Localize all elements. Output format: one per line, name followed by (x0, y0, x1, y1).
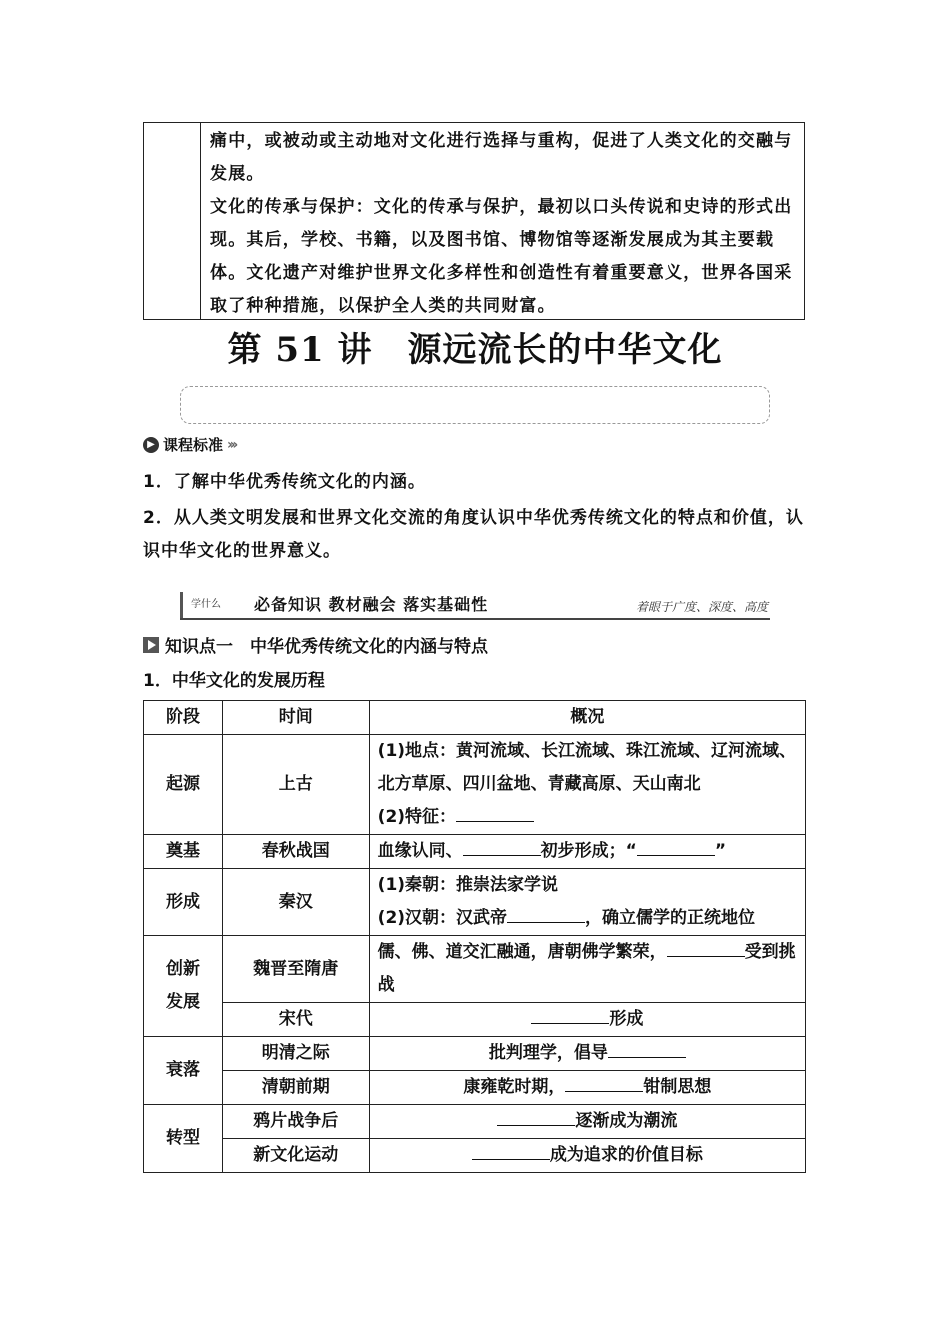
overview-cell: 康雍乾时期， 钳制思想 (369, 1071, 805, 1105)
time-cell: 春秋战国 (222, 835, 369, 869)
overview-cell: 成为追求的价值目标 (369, 1139, 805, 1173)
fill-blank[interactable] (463, 835, 541, 856)
stage-cell: 奠基 (144, 835, 223, 869)
arrow-circle-icon: ▶ (143, 437, 159, 453)
time-cell: 秦汉 (222, 869, 369, 936)
continuation-text (210, 125, 802, 323)
double-chevron-icon: ››› (227, 436, 236, 453)
fill-blank[interactable] (565, 1071, 643, 1092)
stage-cell: 创新发展 (144, 936, 223, 1037)
stage-cell: 形成 (144, 869, 223, 936)
table-row (144, 869, 806, 936)
table-row (144, 936, 806, 1003)
overview-cell: 血缘认同、 初步形成；“ ” (369, 835, 805, 869)
time-cell: 上古 (222, 735, 369, 835)
dashed-box (180, 386, 770, 424)
history-table (143, 700, 806, 1173)
header-stage: 阶段 (144, 701, 223, 735)
table-row (144, 1037, 806, 1071)
fill-blank[interactable] (497, 1105, 575, 1126)
banner-tagline: 着眼于广度、深度、高度 (635, 600, 768, 614)
formation-han: (2)汉朝：汉武帝 ，确立儒学的正统地位 (378, 902, 797, 935)
table-header-row (144, 701, 806, 735)
table-row (144, 835, 806, 869)
overview-cell: 批判理学，倡导 (369, 1037, 805, 1071)
continuation-table (143, 122, 805, 320)
fill-blank[interactable] (608, 1037, 686, 1058)
time-cell: 宋代 (222, 1003, 369, 1037)
banner-title: 必备知识 教材融会 落实基础性 (254, 595, 489, 614)
stage-cell: 起源 (144, 735, 223, 835)
banner-logo: 学什么 (180, 592, 231, 618)
table-row (144, 735, 806, 835)
knowledge-point-label: 知识点一 中华优秀传统文化的内涵与特点 (165, 637, 488, 657)
standard-item-2: 2．从人类文明发展和世界文化交流的角度认识中华优秀传统文化的特点和价值，认识中华文化的世界意义。 (143, 508, 804, 561)
course-standard-heading (143, 434, 235, 455)
fill-blank[interactable] (456, 801, 534, 822)
origin-feature: (2)特征： (378, 801, 797, 834)
time-cell: 新文化运动 (222, 1139, 369, 1173)
continuation-para-2: 文化的传承与保护：文化的传承与保护，最初以口头传说和史诗的形式出现。其后，学校、书籍，以及图书馆、博物馆等逐渐发展成为其主要载体。文化遗产对维护世界文化多样性和创造性有着重要意义，世界各国采取了种种措施，以保护全人类的共同财富。 (210, 197, 793, 316)
overview-cell (369, 869, 805, 936)
overview-cell (369, 735, 805, 835)
stage-cell: 转型 (144, 1105, 223, 1173)
time-cell: 魏晋至隋唐 (222, 936, 369, 1003)
table-row (144, 1139, 806, 1173)
time-cell: 明清之际 (222, 1037, 369, 1071)
section-banner (180, 592, 770, 620)
lesson-title: 第 51 讲 源远流长的中华文化 (227, 330, 723, 370)
formation-qin: (1)秦朝：推崇法家学说 (377, 875, 559, 895)
stage-cell: 衰落 (144, 1037, 223, 1105)
fill-blank[interactable] (507, 902, 585, 923)
fill-blank[interactable] (637, 835, 715, 856)
play-square-icon (143, 637, 159, 653)
course-standard-label: 课程标准 (163, 436, 224, 454)
fill-blank[interactable] (667, 936, 745, 957)
header-time: 时间 (222, 701, 369, 735)
subheading: 1．中华文化的发展历程 (143, 671, 325, 691)
time-cell: 清朝前期 (222, 1071, 369, 1105)
fill-blank[interactable] (472, 1139, 550, 1160)
table-row (144, 1105, 806, 1139)
knowledge-point-heading (143, 632, 488, 657)
table-row (144, 1071, 806, 1105)
header-overview: 概况 (369, 701, 805, 735)
standard-item-1: 1．了解中华优秀传统文化的内涵。 (143, 472, 426, 492)
fill-blank[interactable] (531, 1003, 609, 1024)
time-cell: 鸦片战争后 (222, 1105, 369, 1139)
continuation-left-cell (144, 123, 201, 319)
continuation-para-1: 痛中，或被动或主动地对文化进行选择与重构，促进了人类文化的交融与发展。 (210, 131, 793, 184)
overview-cell: 形成 (369, 1003, 805, 1037)
table-row (144, 1003, 806, 1037)
overview-cell: 逐渐成为潮流 (369, 1105, 805, 1139)
overview-cell: 儒、佛、道交汇融通，唐朝佛学繁荣， 受到挑战 (369, 936, 805, 1003)
origin-location: (1)地点：黄河流域、长江流域、珠江流域、辽河流域、北方草原、四川盆地、青藏高原、天山南北 (377, 741, 797, 794)
